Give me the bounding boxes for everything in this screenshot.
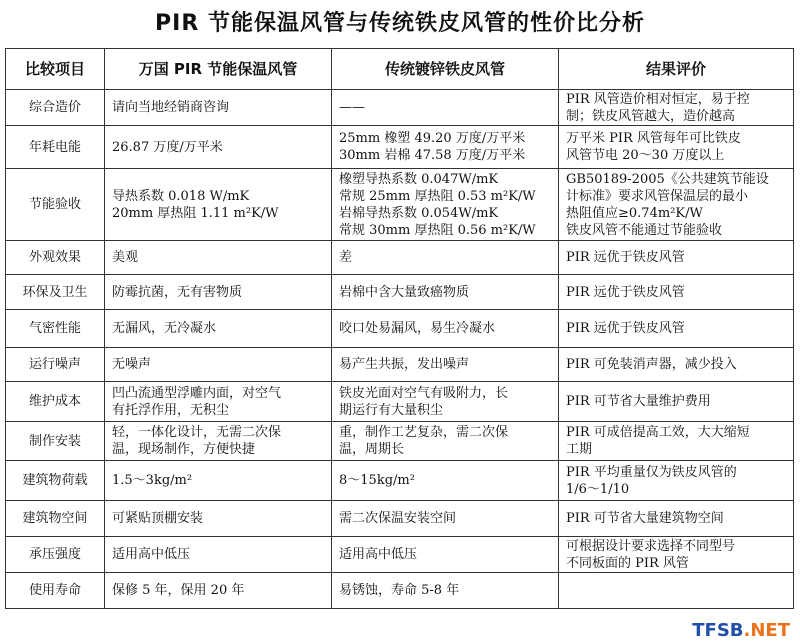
cell-line: 差 (339, 250, 353, 265)
cell-line: 风管节电 20～30 万度以上 (566, 148, 725, 163)
cell-line: 请向当地经销商咨询 (112, 100, 230, 115)
cell-steel (332, 310, 559, 348)
header-pir: 万国 PIR 节能保温风管 (105, 49, 332, 90)
cell-result (559, 537, 794, 573)
cell-steel (332, 382, 559, 422)
row-label: 承压强度 (6, 537, 105, 573)
cell-steel (332, 461, 559, 501)
cell-pir (105, 348, 332, 382)
cell-result (559, 169, 794, 241)
cell-steel (332, 537, 559, 573)
cell-line: 有托浮作用，无积尘 (112, 402, 230, 418)
cell-pir (105, 169, 332, 241)
cell-line: 美观 (112, 250, 139, 265)
cell-steel (332, 422, 559, 461)
row-label: 年耗电能 (6, 126, 105, 169)
cell-line: 25mm 橡塑 49.20 万度/万平米 (339, 131, 526, 146)
cell-line: 保修 5 年，保用 20 年 (112, 583, 245, 598)
cell-line: PIR 可节省大量建筑物空间 (566, 511, 724, 526)
cell-result (559, 275, 794, 310)
cell-line: 计标准》要求风管保温层的最小 (566, 188, 749, 204)
cell-line: 温，周期长 (339, 442, 405, 457)
row-label: 节能验收 (6, 169, 105, 241)
cell-pir (105, 422, 332, 461)
cell-line: 适用高中低压 (112, 547, 191, 562)
cell-line: 铁皮风管不能通过节能验收 (566, 222, 723, 238)
cell-steel (332, 573, 559, 609)
cell-line: 不同板面的 PIR 风管 (566, 555, 689, 571)
cell-result (559, 501, 794, 537)
table-row (6, 90, 794, 126)
cell-line: 轻，一体化设计，无需二次保 (112, 425, 282, 440)
cell-line: 凹凸流通型浮雕内面，对空气 (112, 385, 282, 401)
row-label: 使用寿命 (6, 573, 105, 609)
cell-pir (105, 90, 332, 126)
cell-line: 无噪声 (112, 357, 152, 372)
cell-line: 期运行有大量积尘 (339, 402, 444, 418)
row-label: 运行噪声 (6, 348, 105, 382)
cell-line: 万平米 PIR 风管每年可比铁皮 (566, 131, 741, 146)
cell-line: 岩棉中含大量致癌物质 (339, 284, 470, 300)
cell-pir (105, 573, 332, 609)
cell-line: 26.87 万度/万平米 (112, 139, 223, 155)
cell-result (559, 126, 794, 169)
cell-result (559, 348, 794, 382)
cell-line: 1.5～3kg/m² (112, 473, 193, 488)
cell-line: 岩棉导热系数 0.054W/mK (339, 205, 499, 221)
header-item: 比较项目 (6, 49, 105, 90)
cell-steel (332, 348, 559, 382)
cell-pir (105, 382, 332, 422)
row-label: 综合造价 (6, 90, 105, 126)
cell-line: 20mm 厚热阻 1.11 m²K/W (112, 205, 279, 221)
cell-line: 重，制作工艺复杂，需二次保 (339, 425, 509, 440)
cell-line: 橡塑导热系数 0.047W/mK (339, 171, 499, 187)
header-steel: 传统镀锌铁皮风管 (332, 49, 559, 90)
cell-line: PIR 可成倍提高工效，大大缩短 (566, 425, 750, 440)
cell-pir (105, 461, 332, 501)
table-row (6, 382, 794, 422)
cell-line: 铁皮光面对空气有吸附力，长 (339, 385, 509, 401)
cell-result (559, 310, 794, 348)
table-row (6, 537, 794, 573)
cell-result (559, 382, 794, 422)
cell-steel (332, 275, 559, 310)
cell-line: PIR 远优于铁皮风管 (566, 250, 685, 265)
table-row (6, 501, 794, 537)
cell-line: 导热系数 0.018 W/mK (112, 188, 250, 204)
comparison-table (5, 48, 794, 609)
page-title: PIR 节能保温风管与传统铁皮风管的性价比分析 (155, 11, 645, 36)
table-row (6, 461, 794, 501)
cell-steel (332, 169, 559, 241)
table-row (6, 348, 794, 382)
cell-line: 可根据设计要求选择不同型号 (566, 538, 736, 554)
cell-line: PIR 远优于铁皮风管 (566, 284, 685, 300)
row-label: 气密性能 (6, 310, 105, 348)
cell-steel (332, 501, 559, 537)
cell-line: PIR 可节省大量维护费用 (566, 394, 711, 409)
table-row (6, 422, 794, 461)
cell-line: 制；铁皮风管越大，造价越高 (566, 108, 736, 124)
cell-line: —— (339, 100, 365, 115)
cell-line: 易产生共振，发出噪声 (339, 357, 470, 372)
cell-line: 1/6～1/10 (566, 481, 630, 497)
cell-pir (105, 275, 332, 310)
site-watermark: TFSB.NET (692, 620, 790, 641)
table-row (6, 275, 794, 310)
cell-line: PIR 远优于铁皮风管 (566, 321, 685, 336)
cell-line: 咬口处易漏风，易生冷凝水 (339, 321, 496, 336)
cell-line: 无漏风，无冷凝水 (112, 321, 217, 336)
cell-line: GB50189-2005《公共建筑节能设 (566, 171, 769, 187)
cell-pir (105, 501, 332, 537)
cell-result (559, 90, 794, 126)
table-row (6, 310, 794, 348)
cell-line: 易锈蚀，寿命 5-8 年 (339, 583, 460, 598)
cell-pir (105, 126, 332, 169)
cell-line: 温，现场制作，方便快捷 (112, 442, 256, 457)
cell-line: PIR 可免装消声器，减少投入 (566, 357, 737, 372)
cell-steel (332, 241, 559, 275)
cell-result (559, 241, 794, 275)
row-label: 维护成本 (6, 382, 105, 422)
cell-line: 常规 30mm 厚热阻 0.56 m²K/W (339, 222, 536, 238)
row-label: 建筑物荷载 (6, 461, 105, 501)
cell-pir (105, 241, 332, 275)
cell-line: 可紧贴顶棚安装 (112, 511, 204, 526)
cell-pir (105, 537, 332, 573)
row-label: 外观效果 (6, 241, 105, 275)
row-label: 建筑物空间 (6, 501, 105, 537)
row-label: 制作安装 (6, 422, 105, 461)
cell-result (559, 573, 794, 609)
cell-result (559, 461, 794, 501)
cell-line: 需二次保温安装空间 (339, 511, 457, 526)
row-label: 环保及卫生 (6, 275, 105, 310)
cell-line: 30mm 岩棉 47.58 万度/万平米 (339, 148, 526, 163)
header-result: 结果评价 (559, 49, 794, 90)
cell-result (559, 422, 794, 461)
cell-line: 常规 25mm 厚热阻 0.53 m²K/W (339, 188, 536, 204)
table-row (6, 169, 794, 241)
cell-line: 防霉抗菌，无有害物质 (112, 284, 243, 300)
cell-line: PIR 风管造价相对恒定，易于控 (566, 91, 750, 107)
table-row (6, 573, 794, 609)
cell-line: PIR 平均重量仅为铁皮风管的 (566, 464, 737, 480)
table-row (6, 126, 794, 169)
cell-line: 热阻值应≥0.74m²K/W (566, 205, 703, 221)
cell-steel (332, 90, 559, 126)
table-row (6, 241, 794, 275)
cell-pir (105, 310, 332, 348)
cell-line: 适用高中低压 (339, 547, 418, 562)
cell-line: 工期 (566, 442, 593, 457)
cell-steel (332, 126, 559, 169)
header-row (6, 49, 794, 90)
cell-line: 8～15kg/m² (339, 473, 415, 488)
